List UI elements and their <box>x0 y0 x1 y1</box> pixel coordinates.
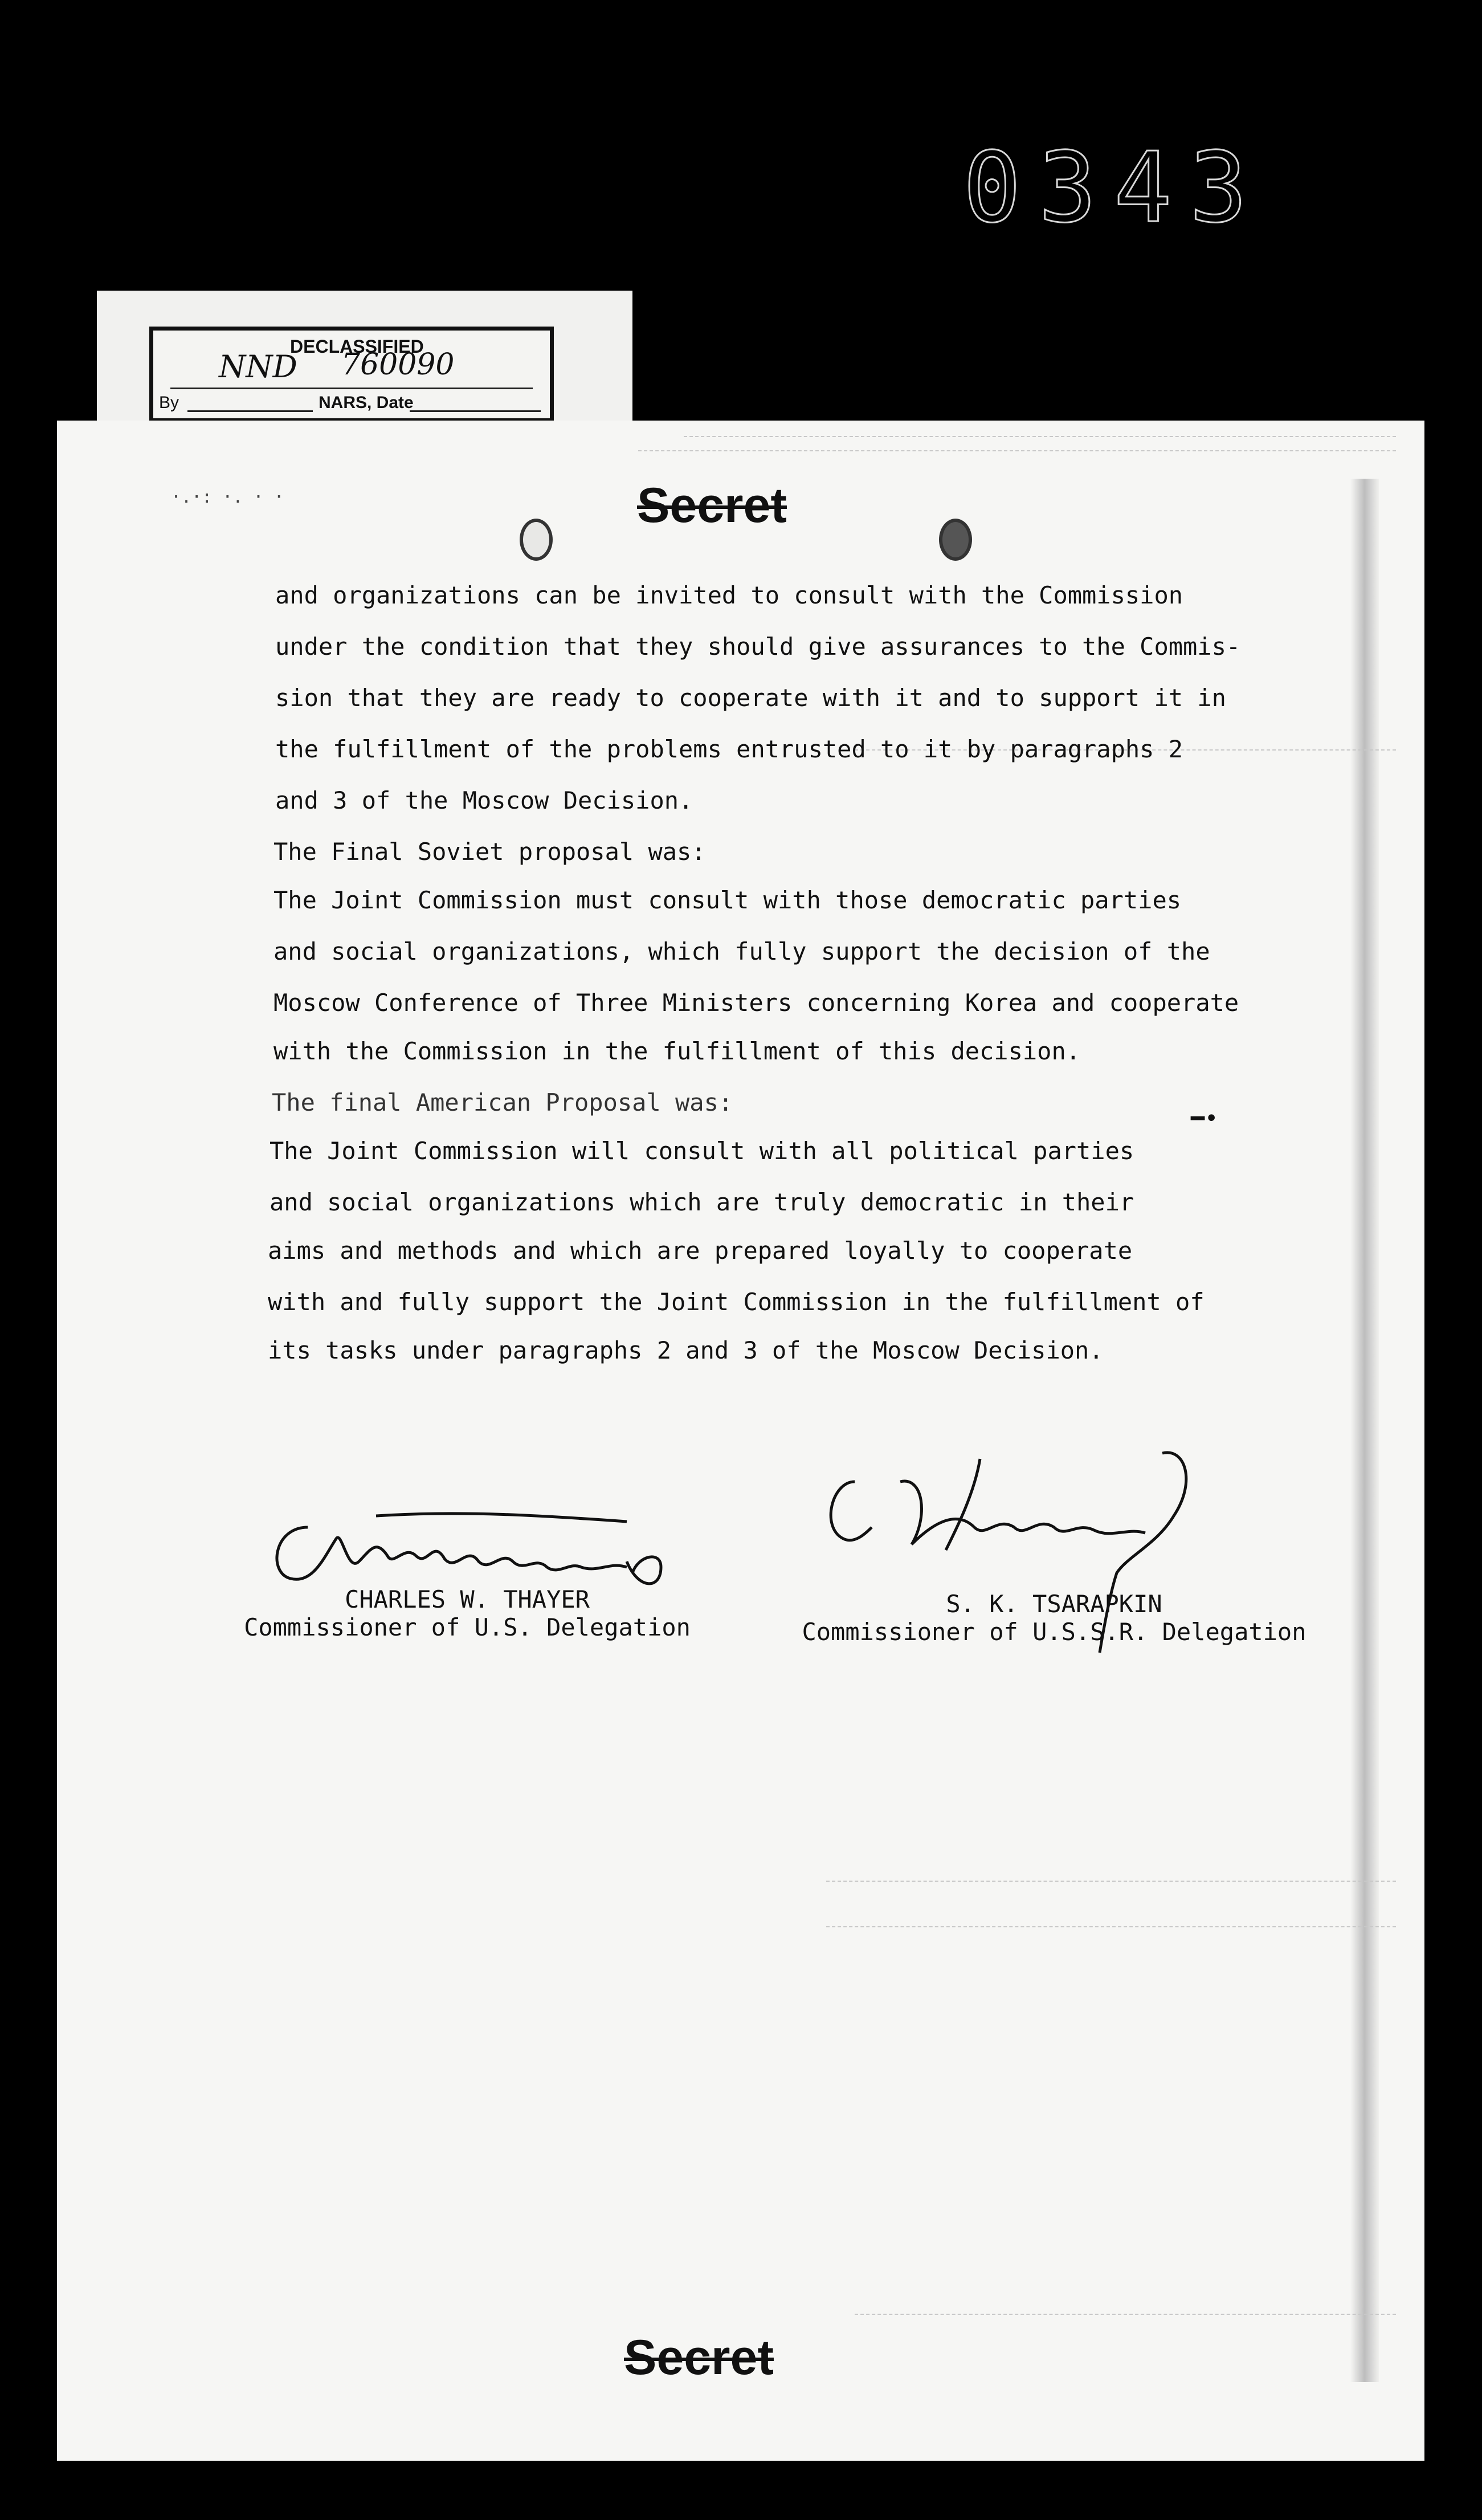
body-line: and organizations can be invited to consult with the Commission <box>275 581 1183 609</box>
body-line: sion that they are ready to cooperate with it and to support it in <box>275 684 1226 712</box>
body-line: The Joint Commission will consult with all political parties <box>270 1137 1134 1165</box>
by-label: By <box>159 393 179 412</box>
authority-number: 760090 <box>341 348 455 382</box>
ruled-line <box>826 1926 1396 1927</box>
us-signatory-block <box>217 1585 718 1641</box>
punch-hole-left <box>520 519 553 561</box>
us-signatory-title: Commissioner of U.S. Delegation <box>244 1613 691 1641</box>
punch-hole-right <box>939 519 972 561</box>
body-line: the fulfillment of the problems entrusted to it by paragraphs 2 <box>275 735 1183 763</box>
body-line: Moscow Conference of Three Ministers concerning Korea and cooperate <box>273 989 1239 1017</box>
classification-marking-top: Secret <box>637 478 787 533</box>
us-signatory-name: CHARLES W. THAYER <box>345 1585 590 1613</box>
stray-mark: ━• <box>1191 1106 1219 1132</box>
nars-date-label: NARS, Date <box>319 393 414 412</box>
body-line: and 3 of the Moscow Decision. <box>275 786 693 814</box>
ussr-signatory-block <box>781 1590 1328 1646</box>
ruled-line <box>855 2314 1396 2315</box>
date-underline <box>410 410 541 412</box>
body-line: under the condition that they should give assurances to the Commis- <box>275 633 1241 660</box>
body-line: its tasks under paragraphs 2 and 3 of the Moscow Decision. <box>268 1336 1104 1364</box>
ruled-line <box>638 450 1396 451</box>
body-line: and social organizations which are truly democratic in their <box>270 1188 1134 1216</box>
stamp-rule <box>170 388 533 389</box>
body-line: aims and methods and which are prepared loyally to cooperate <box>268 1237 1133 1265</box>
ruled-line <box>684 436 1396 437</box>
body-line: with and fully support the Joint Commission in the fulfillment of <box>268 1288 1205 1316</box>
body-line: with the Commission in the fulfillment of this decision. <box>273 1037 1081 1065</box>
ussr-signatory-name: S. K. TSARAPKIN <box>946 1590 1162 1618</box>
ussr-signatory-title: Commissioner of U.S.S.R. Delegation <box>802 1618 1307 1646</box>
by-underline <box>187 410 313 412</box>
classification-marking-bottom: Secret <box>624 2330 774 2385</box>
body-line: The Joint Commission must consult with those democratic parties <box>273 886 1182 914</box>
body-line: and social organizations, which fully support the decision of the <box>273 937 1210 965</box>
stray-marks: ·.·: ·. · · <box>171 487 284 507</box>
frame-number: 0343 <box>963 132 1265 244</box>
body-line: The Final Soviet proposal was: <box>273 838 706 866</box>
declassification-stamp <box>149 327 554 422</box>
authority-label: NND <box>219 349 297 385</box>
declassified-label: DECLASSIFIED <box>290 336 424 357</box>
page-fold-shadow <box>1350 479 1379 2382</box>
document-page <box>57 421 1424 2461</box>
body-line: The final American Proposal was: <box>272 1088 733 1116</box>
ruled-line <box>826 1881 1396 1882</box>
